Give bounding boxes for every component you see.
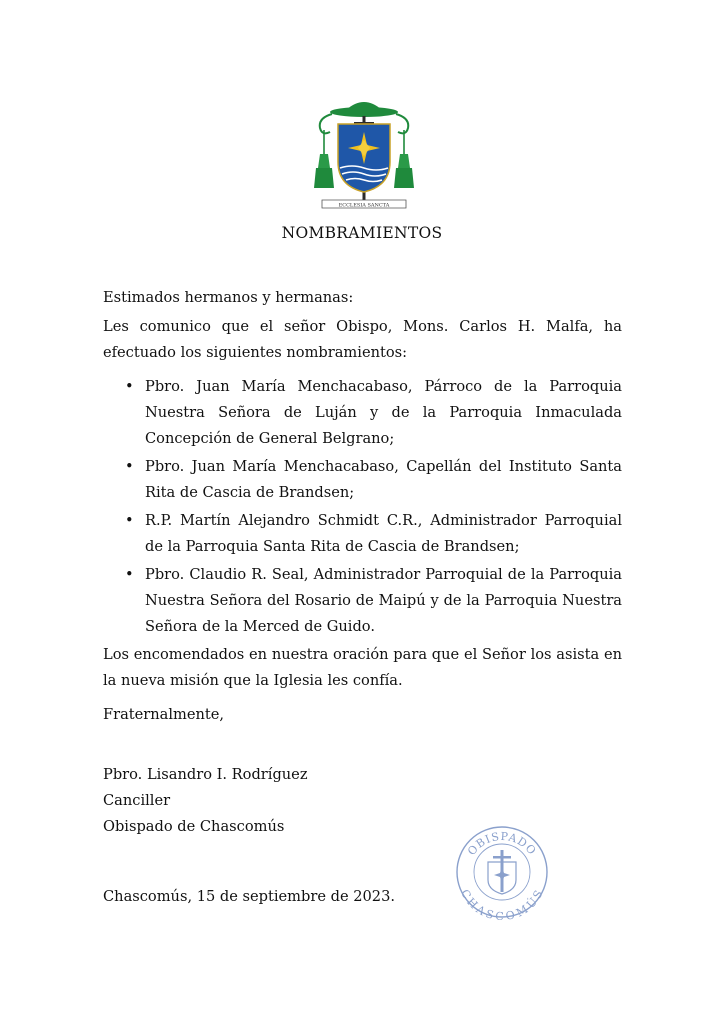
- signatory-name: Pbro. Lisandro I. Rodríguez: [103, 766, 308, 783]
- greeting: Estimados hermanos y hermanas:: [103, 289, 354, 306]
- bullet-icon: •: [125, 566, 134, 583]
- coat-of-arms-emblem: [310, 96, 418, 212]
- motto-text: ECCLESIA SANCTA: [338, 202, 390, 209]
- seal-bottom-text: CHASCOMÚS: [458, 887, 546, 920]
- list-item: [103, 508, 622, 560]
- list-item: [103, 374, 622, 452]
- intro-paragraph: Les comunico que el señor Obispo, Mons. Carlos H. Malfa, ha efectuado los siguientes nombramientos:: [103, 318, 622, 361]
- signatory-organization: Obispado de Chascomús: [103, 818, 285, 835]
- bullet-icon: •: [125, 378, 134, 395]
- dateline: Chascomús, 15 de septiembre de 2023.: [103, 888, 396, 905]
- list-item-text: Pbro. Claudio R. Seal, Administrador Parroquial de la Parroquia Nuestra Señora del Rosario de Maipú y de la Parroquia Nuestra Señora de la Merced de Guido.: [145, 566, 622, 635]
- bullet-icon: •: [125, 458, 134, 475]
- seal-top-text: OBISPADO: [465, 829, 539, 858]
- official-seal-stamp: [454, 824, 550, 920]
- list-item: [103, 454, 622, 506]
- list-item-text: Pbro. Juan María Menchacabaso, Capellán del Instituto Santa Rita de Cascia de Brandsen;: [145, 458, 622, 501]
- page-title: NOMBRAMIENTOS: [281, 224, 443, 242]
- list-item-text: R.P. Martín Alejandro Schmidt C.R., Administrador Parroquial de la Parroquia Santa Rita de Cascia de Brandsen;: [145, 512, 622, 555]
- list-item: [103, 562, 622, 640]
- farewell: Fraternalmente,: [103, 706, 225, 723]
- list-item-text: Pbro. Juan María Menchacabaso, Párroco de la Parroquia Nuestra Señora de Luján y de la Parroquia Inmaculada Concepción de General Belgrano;: [145, 378, 622, 447]
- appointments-list: [103, 374, 622, 642]
- closing-paragraph: Los encomendados en nuestra oración para que el Señor los asista en la nueva misión que la Iglesia les confía.: [103, 646, 622, 689]
- signatory-role: Canciller: [103, 792, 171, 809]
- bullet-icon: •: [125, 512, 134, 529]
